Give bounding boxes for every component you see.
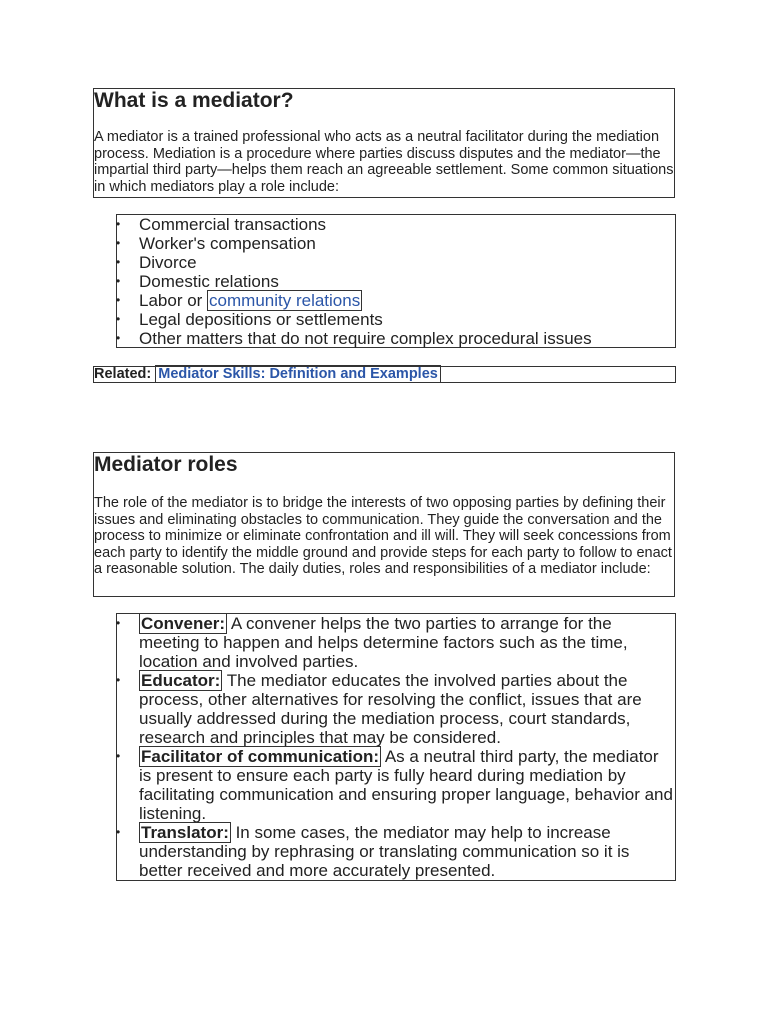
role-term: Facilitator of communication: (141, 747, 380, 766)
roles-intro-block (93, 452, 675, 597)
section-heading-mediator-roles: Mediator roles (94, 453, 238, 476)
role-description: A convener helps the two parties to arrange for the meeting to happen and helps determine factors such as the time, location and involved parties. (139, 614, 628, 671)
role-description: In some cases, the mediator may help to increase understanding by rephrasing or translating communication so it is better received and more accurately presented. (139, 823, 630, 880)
bullet-icon: • (116, 825, 121, 839)
role-item-educator (117, 671, 675, 747)
role-item-convener (117, 614, 675, 671)
list-item: • Other matters that do not require complex procedural issues (116, 329, 592, 348)
list-item: • Legal depositions or settlements (116, 310, 383, 329)
list-item: • Worker's compensation (116, 234, 316, 253)
bullet-icon: • (116, 236, 121, 250)
bullet-icon: • (116, 274, 121, 288)
intro-paragraph: A mediator is a trained professional who acts as a neutral facilitator during the mediation process. Mediation is a procedure where parties discuss disputes and the mediator—the impartial third party—helps them reach an agreeable settlement. Some common situations in which mediators play a role include: (94, 129, 674, 195)
list-item: • Divorce (116, 253, 197, 272)
role-term: Translator: (141, 823, 229, 842)
intro-block (93, 88, 675, 198)
list-item: • Domestic relations (116, 272, 279, 291)
bullet-icon: • (116, 217, 121, 231)
labor-prefix: Labor or (139, 291, 208, 310)
bullet-icon: • (116, 331, 121, 345)
roles-list-box (116, 613, 676, 881)
roles-paragraph: The role of the mediator is to bridge the interests of two opposing parties by defining their issues and eliminating obstacles to communication. They guide the conversation and the process to minimize or eliminate confrontation and ill will. They will seek concessions from each party to identify the middle ground and provide steps for each party to follow to enact a reasonable solution. The daily duties, roles and responsibilities of a mediator include: (94, 495, 672, 577)
related-bar (93, 366, 676, 383)
bullet-icon: • (116, 312, 121, 326)
situations-list-box (116, 214, 676, 348)
role-item-translator (117, 823, 675, 880)
bullet-icon: • (116, 293, 121, 307)
related-label: Related: (94, 366, 152, 382)
bullet-icon: • (116, 616, 121, 630)
section-heading-what-is-mediator: What is a mediator? (94, 89, 294, 112)
community-relations-link[interactable]: community relations (209, 291, 361, 310)
bullet-icon: • (116, 255, 121, 269)
bullet-icon: • (116, 749, 121, 763)
list-item: • Commercial transactions (116, 215, 327, 234)
role-item-facilitator (117, 747, 675, 823)
role-description: The mediator educates the involved parties about the process, other alternatives for resolving the conflict, issues that are usually addressed during the mediation process, court standards, research and principles that may be considered. (139, 671, 642, 747)
bullet-icon: • (116, 673, 121, 687)
situations-list (117, 215, 675, 348)
role-description: As a neutral third party, the mediator is present to ensure each party is fully heard during mediation by facilitating communication and ensuring proper language, behavior and listening. (139, 747, 673, 823)
related-article-link[interactable]: Mediator Skills: Definition and Examples (155, 365, 441, 383)
roles-list (117, 614, 675, 880)
list-item (117, 291, 675, 310)
role-term: Educator: (141, 671, 221, 690)
role-term: Convener: (141, 614, 226, 633)
